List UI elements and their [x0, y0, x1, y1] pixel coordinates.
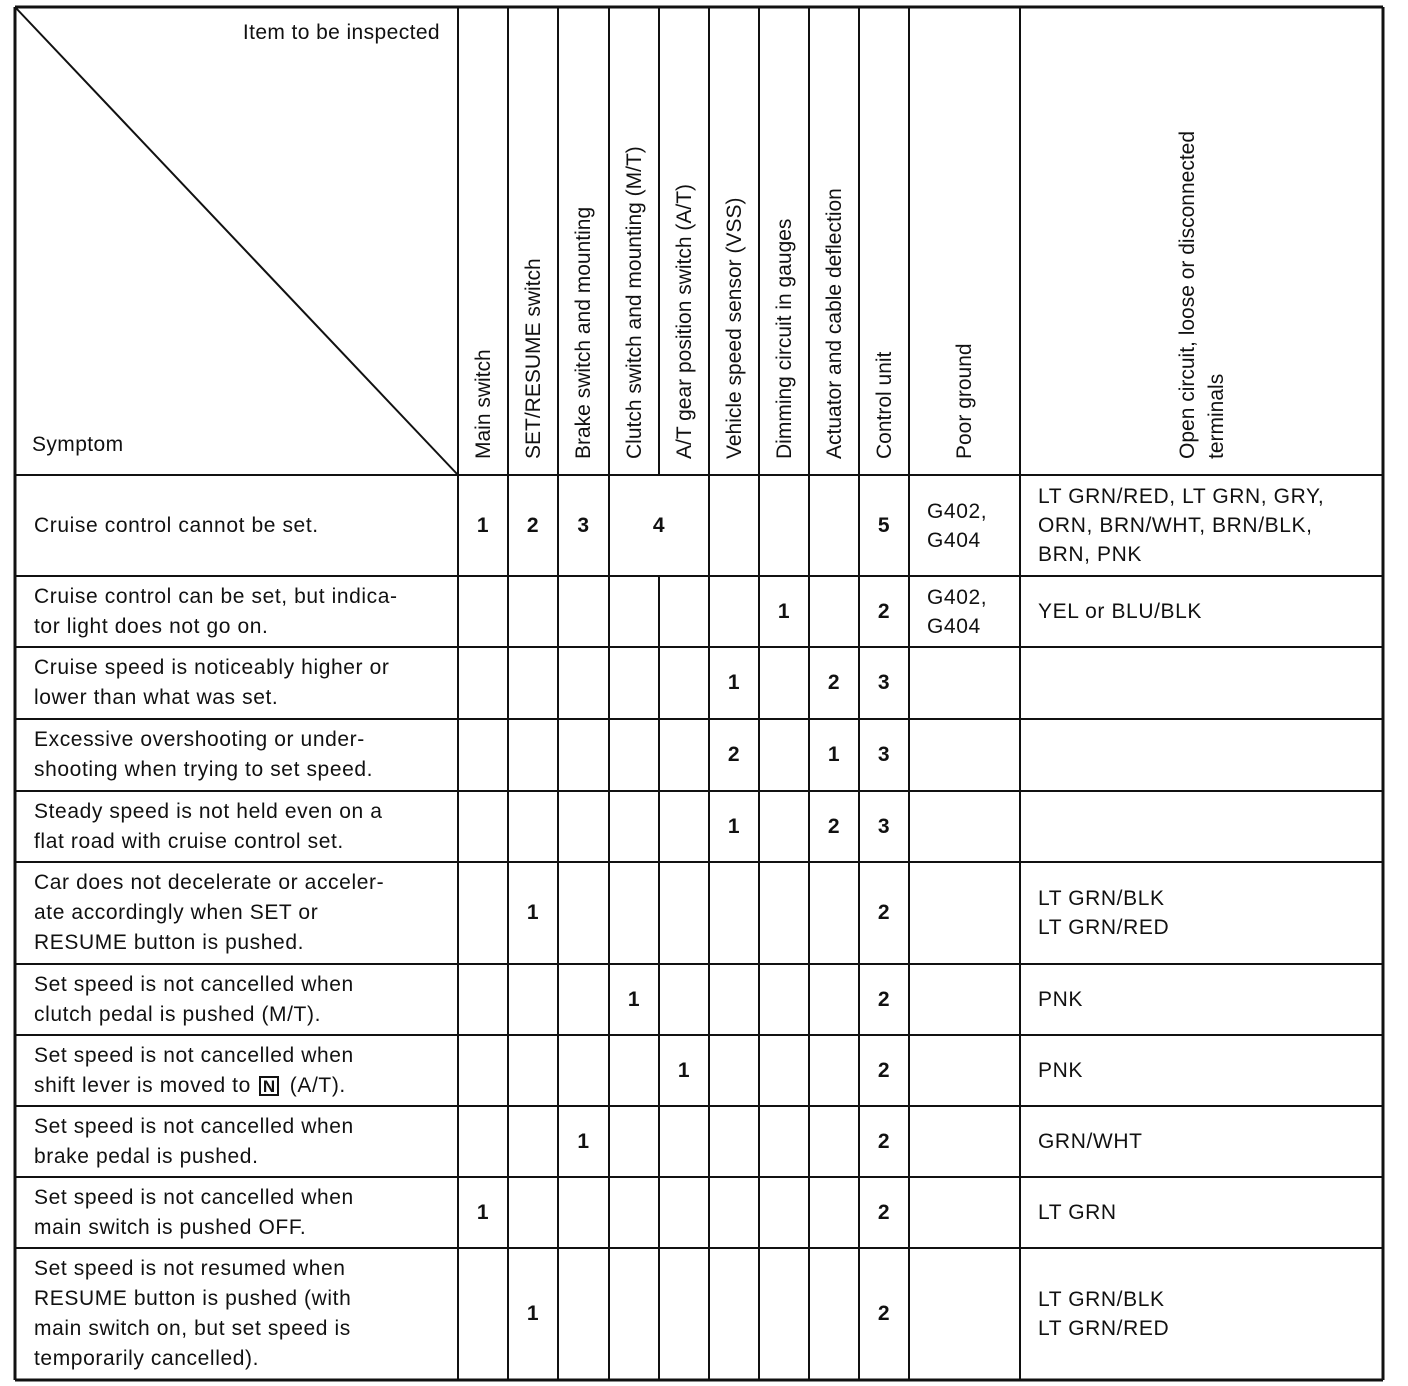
symptom-text: Set speed is not cancelled when clutch pedal is pushed (M/T). — [34, 972, 354, 1026]
symptom-text: Excessive overshooting or under- shooting when trying to set speed. — [34, 728, 374, 781]
column-header-4: Clutch switch and mounting (M/T) — [623, 146, 646, 459]
priority-mark: 1 — [476, 1200, 490, 1224]
symptom-cell — [15, 1035, 458, 1106]
priority-mark: 1 — [577, 1129, 590, 1153]
priority-mark: 2 — [877, 1129, 891, 1153]
gear-n-key-icon: N — [259, 1076, 279, 1096]
column-header-7: Dimming circuit in gauges — [773, 218, 796, 459]
priority-mark: 2 — [877, 599, 891, 623]
priority-mark: 2 — [727, 743, 741, 766]
priority-mark: 2 — [827, 814, 841, 838]
priority-mark: 2 — [877, 1200, 891, 1224]
symptom-text: Car does not decelerate or acceler- ate accordingly when SET or RESUME button is pushed. — [34, 871, 385, 954]
priority-mark: 2 — [877, 1058, 891, 1082]
priority-mark: 2 — [877, 1302, 891, 1325]
symptom-cell — [15, 647, 458, 719]
symptom-cell — [15, 475, 458, 576]
priority-mark: 1 — [777, 599, 791, 623]
priority-mark: 4 — [652, 513, 666, 537]
priority-mark: 1 — [526, 901, 540, 924]
symptom-text: Set speed is not cancelled when main switch is pushed OFF. — [34, 1185, 354, 1239]
symptom-text-prefix: Set speed is not cancelled when shift lever is moved to — [34, 1043, 354, 1097]
corner-label-items: Item to be inspected — [242, 21, 440, 44]
priority-mark: 3 — [877, 671, 891, 694]
priority-mark: 5 — [877, 513, 891, 537]
symptom-text: Cruise control can be set, but indica- tor light does not go on. — [34, 584, 398, 638]
priority-mark: 2 — [877, 901, 891, 924]
terminals-cell: LT GRN/RED, LT GRN, GRY, ORN, BRN/WHT, BRN/BLK, BRN, PNK — [1038, 485, 1325, 566]
terminals-cell: LT GRN/BLK LT GRN/RED — [1038, 887, 1170, 939]
symptom-cell — [15, 1106, 458, 1177]
symptom-cell — [15, 576, 458, 647]
symptom-text-suffix: (A/T). — [283, 1073, 346, 1097]
terminals-cell: YEL or BLU/BLK — [1038, 600, 1203, 623]
symptom-text: Set speed is not resumed when RESUME button is pushed (with main switch on, but set speed is temporarily cancelled). — [34, 1257, 352, 1370]
corner-diagonal — [15, 7, 458, 475]
column-header-2: SET/RESUME switch — [522, 258, 545, 459]
ground-cell: G402, G404 — [927, 585, 988, 638]
symptom-cell — [15, 1248, 458, 1380]
priority-mark: 1 — [727, 671, 741, 694]
priority-mark: 1 — [526, 1302, 540, 1325]
column-header-11: Open circuit, loose or disconnected terminals — [1176, 130, 1228, 459]
priority-mark: 3 — [877, 814, 891, 838]
priority-mark: 1 — [827, 743, 841, 766]
symptom-text — [34, 1041, 354, 1101]
symptom-text: Set speed is not cancelled when brake pedal is pushed. — [34, 1114, 354, 1168]
terminals-cell: LT GRN — [1038, 1201, 1117, 1224]
column-header-1: Main switch — [472, 349, 495, 459]
terminals-cell: PNK — [1038, 1059, 1083, 1082]
terminals-cell: GRN/WHT — [1038, 1130, 1143, 1153]
priority-mark: 1 — [627, 987, 641, 1011]
priority-mark: 3 — [577, 513, 590, 537]
column-header-3: Brake switch and mounting — [572, 206, 595, 459]
symptom-cell — [15, 791, 458, 862]
corner-label-symptom: Symptom — [32, 433, 124, 456]
symptom-text: Cruise speed is noticeably higher or lower than what was set. — [34, 656, 390, 709]
priority-mark: 3 — [877, 743, 891, 766]
priority-mark: 1 — [476, 513, 490, 537]
priority-mark: 1 — [677, 1058, 691, 1082]
symptom-cell — [15, 1177, 458, 1248]
symptom-cell — [15, 964, 458, 1035]
priority-mark: 2 — [827, 671, 841, 694]
ground-cell: G402, G404 — [927, 499, 988, 552]
column-header-6: Vehicle speed sensor (VSS) — [723, 197, 746, 459]
terminals-cell: LT GRN/BLK LT GRN/RED — [1038, 1288, 1170, 1340]
symptom-text: Steady speed is not held even on a flat road with cruise control set. — [34, 799, 383, 853]
priority-mark: 2 — [526, 513, 540, 537]
column-header-8: Actuator and cable deflection — [823, 188, 846, 459]
terminals-cell: PNK — [1038, 988, 1083, 1011]
column-header-10: Poor ground — [953, 343, 976, 459]
column-header-9: Control unit — [873, 351, 896, 459]
symptom-text: Cruise control cannot be set. — [34, 513, 319, 537]
symptom-cell — [15, 862, 458, 964]
symptom-cell — [15, 719, 458, 791]
priority-mark: 2 — [877, 987, 891, 1011]
priority-mark: 1 — [727, 814, 741, 838]
column-header-5: A/T gear position switch (A/T) — [673, 183, 696, 459]
